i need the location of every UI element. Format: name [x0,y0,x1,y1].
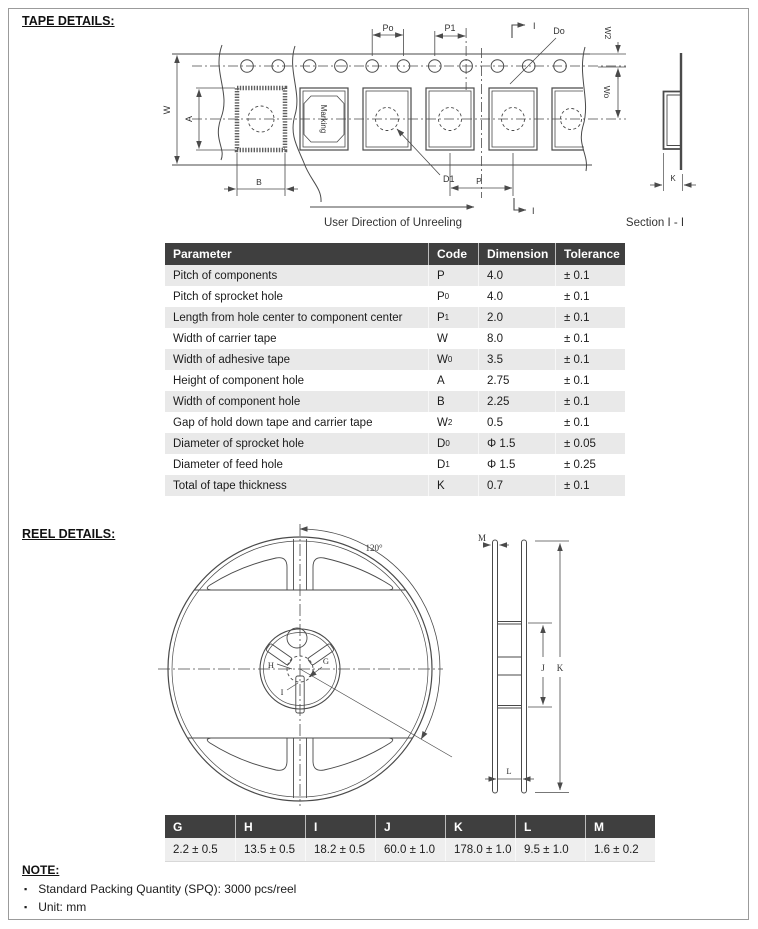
column-header: Parameter [173,247,232,261]
code-text: W [437,332,448,345]
dim-po [372,23,403,56]
svg-text:D1: D1 [443,174,455,184]
tol-cell: ± 0.1 [555,475,625,496]
svg-text:W: W [162,105,172,115]
bullet-icon: ▪ [24,901,28,912]
bullet-icon: ▪ [24,883,28,894]
param-cell: Diameter of feed hole [173,458,283,471]
tol-cell: ± 0.1 [555,370,625,391]
code-cell [428,370,478,391]
code-text: P [437,311,445,324]
note-item [24,882,296,896]
table-row [165,328,625,349]
label-k: K [556,663,564,673]
column-header: I [305,815,375,838]
code-text: D [437,458,446,471]
svg-text:B: B [256,177,262,187]
angle-label: 120° [365,543,383,553]
param-cell: Gap of hold down tape and carrier tape [173,416,373,429]
value-cell: 13.5 ± 0.5 [235,838,305,861]
label-g: G [322,656,330,666]
param-cell: Width of component hole [173,395,301,408]
dim-cell: 0.5 [478,412,555,433]
svg-text:A: A [184,115,194,123]
tol-cell: ± 0.1 [555,349,625,370]
code-text: B [437,395,445,408]
table-row [165,838,655,862]
dim-cell: 2.75 [478,370,555,391]
value-cell: 60.0 ± 1.0 [375,838,445,861]
table-row [165,286,625,307]
tol-cell: ± 0.05 [555,433,625,454]
code-text: D [437,437,446,450]
dim-a [184,88,235,150]
column-header: Code [428,243,478,265]
param-cell: Length from hole center to component center [173,311,403,324]
code-cell [428,391,478,412]
table-row [165,433,625,454]
code-cell: W 0 [428,349,478,370]
section-label: Section I - I [625,217,685,229]
svg-text:Wo: Wo [602,85,612,99]
label-h: H [267,660,275,670]
dim-cell: 8.0 [478,328,555,349]
column-header: L [515,815,585,838]
dim-do [510,26,565,84]
dim-b [224,153,298,196]
tape-dimension-table [165,243,625,496]
value-cell: 1.6 ± 0.2 [585,838,655,861]
value-cell: 2.2 ± 0.5 [173,843,218,856]
reel-dimension-table [165,815,655,862]
dim-cell: 4.0 [478,286,555,307]
dim-wo [602,70,618,118]
dim-cell: Φ 1.5 [478,433,555,454]
dim-cell: 3.5 [478,349,555,370]
code-cell: D 1 [428,454,478,475]
table-row [165,370,625,391]
value-cell: 18.2 ± 0.5 [305,838,375,861]
code-cell: D 0 [428,433,478,454]
param-cell: Pitch of sprocket hole [173,290,283,303]
code-text: W [437,416,448,429]
code-text: W [437,353,448,366]
reel-drawing [158,524,569,806]
param-cell: Diameter of sprocket hole [173,437,305,450]
section-profile [626,53,696,229]
param-cell: Width of carrier tape [173,332,277,345]
svg-text:W2: W2 [603,26,613,40]
svg-text:P: P [476,176,482,186]
svg-text:Do: Do [553,26,565,36]
table-header-row [165,815,655,838]
column-header: H [235,815,305,838]
tol-cell: ± 0.1 [555,307,625,328]
value-cell: 178.0 ± 1.0 [445,838,515,861]
dim-w [162,56,177,164]
tol-cell: ± 0.1 [555,391,625,412]
marking-label: Marking [319,104,328,134]
value-cell: 9.5 ± 1.0 [515,838,585,861]
svg-text:P1: P1 [444,23,456,33]
table-row [165,391,625,412]
code-cell [428,475,478,496]
unreeling-direction [310,207,474,229]
unreeling-label: User Direction of Unreeling [323,217,463,229]
reel-side-view [478,533,569,793]
dim-p1 [435,23,466,56]
tol-cell: ± 0.1 [555,286,625,307]
section-marker-top [512,21,536,38]
code-cell [428,265,478,286]
param-cell: Width of adhesive tape [173,353,290,366]
label-l: L [506,766,512,776]
tol-cell: ± 0.1 [555,412,625,433]
code-text: P [437,269,445,282]
table-row [165,454,625,475]
code-text: A [437,374,445,387]
tape-drawing [162,21,696,229]
label-m: M [477,533,487,543]
break-line-middle [293,46,321,202]
table-row [165,265,625,286]
code-cell [428,328,478,349]
dim-w2 [590,27,626,79]
dim-cell: Φ 1.5 [478,454,555,475]
reel-details-heading: REEL DETAILS: [22,527,116,541]
column-header: Tolerance [555,243,625,265]
note-text: Unit: mm [38,900,87,914]
code-cell: W 2 [428,412,478,433]
table-row [165,349,625,370]
code-text: K [437,479,445,492]
dim-cell: 4.0 [478,265,555,286]
dim-cell: 2.25 [478,391,555,412]
code-text: P [437,290,445,303]
param-cell: Height of component hole [173,374,305,387]
note-item [24,900,86,914]
tol-cell: ± 0.1 [555,328,625,349]
column-header: G [173,819,183,834]
table-row [165,412,625,433]
code-cell: P 0 [428,286,478,307]
column-header: K [445,815,515,838]
column-header: Dimension [478,243,555,265]
param-cell: Total of tape thickness [173,479,287,492]
column-header: J [375,815,445,838]
dim-cell: 2.0 [478,307,555,328]
break-line-left [218,45,224,160]
code-cell: P 1 [428,307,478,328]
svg-text:Po: Po [382,23,394,33]
section-marker-bottom [514,198,535,216]
reel-front-view [158,524,452,806]
table-row [165,307,625,328]
table-header-row [165,243,625,265]
note-text: Standard Packing Quantity (SPQ): 3000 pcs/reel [38,882,297,896]
column-header: M [585,815,655,838]
tol-cell: ± 0.25 [555,454,625,475]
svg-text:I: I [533,21,536,31]
note-heading: NOTE: [22,863,60,877]
table-row [165,475,625,496]
dim-cell: 0.7 [478,475,555,496]
param-cell: Pitch of components [173,269,278,282]
svg-text:I: I [532,206,535,216]
tol-cell: ± 0.1 [555,265,625,286]
label-j: J [541,663,545,673]
tape-details-heading: TAPE DETAILS: [22,14,115,28]
label-i: I [280,687,284,697]
dim-k-label: K [670,174,676,183]
